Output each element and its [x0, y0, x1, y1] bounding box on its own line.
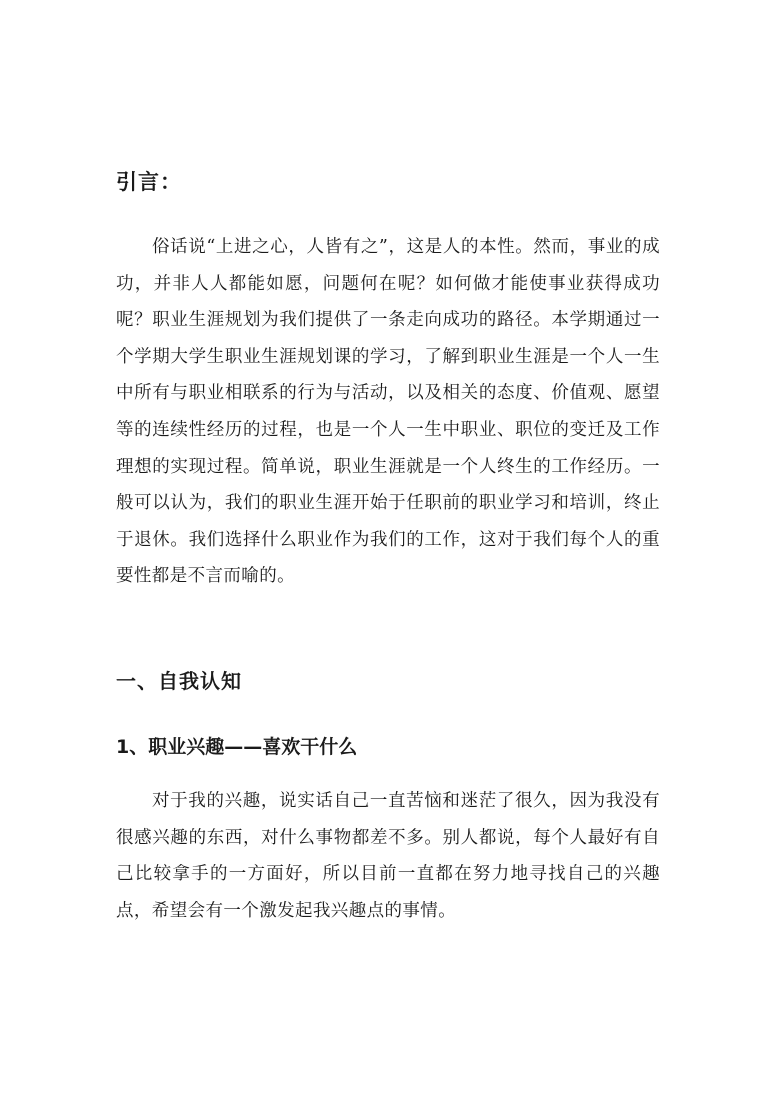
section-heading-self-awareness: 一、自我认知	[116, 669, 242, 693]
intro-heading: 引言：	[116, 170, 182, 194]
interest-paragraph: 对于我的兴趣，说实话自己一直苦恼和迷茫了很久，因为我没有很感兴趣的东西，对什么事物都差不多。别人都说，每个人最好有自己比较拿手的一方面好，所以目前一直都在努力地寻找自己的兴趣点，希望会有一个激发起我兴趣点的事情。	[116, 791, 660, 921]
intro-paragraph: 俗话说“上进之心，人皆有之”，这是人的本性。然而，事业的成功，并非人人都能如愿，问题何在呢？如何做才能使事业获得成功呢？职业生涯规划为我们提供了一条走向成功的路径。本学期通过一个学期大学生职业生涯规划课的学习，了解到职业生涯是一个人一生中所有与职业相联系的行为与活动，以及相关的态度、价值观、愿望等的连续性经历的过程，也是一个人一生中职业、职位的变迁及工作理想的实现过程。简单说，职业生涯就是一个人终生的工作经历。一般可以认为，我们的职业生涯开始于任职前的职业学习和培训，终止于退休。我们选择什么职业作为我们的工作，这对于我们每个人的重要性都是不言而喻的。	[116, 237, 660, 587]
subsection-heading-career-interest: 1、职业兴趣——喜欢干什么	[116, 736, 358, 758]
